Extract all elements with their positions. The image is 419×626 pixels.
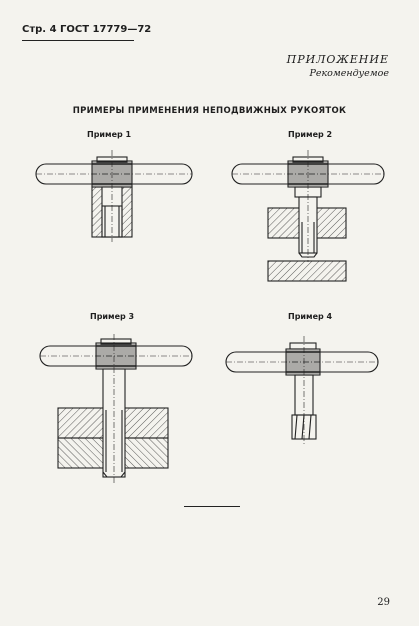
page-number: 29 <box>377 597 390 608</box>
end-rule <box>184 506 240 507</box>
example-3-label: Пример 3 <box>90 312 135 321</box>
appendix-title: ПРИЛОЖЕНИЕ <box>286 53 389 66</box>
example-1-label: Пример 1 <box>87 130 132 139</box>
example-4-label: Пример 4 <box>288 312 333 321</box>
page-title: ПРИМЕРЫ ПРИМЕНЕНИЯ НЕПОДВИЖНЫХ РУКОЯТОК <box>72 106 347 116</box>
page-header: Стр. 4 ГОСТ 17779—72 <box>22 24 152 35</box>
example-2-label: Пример 2 <box>288 130 333 139</box>
appendix-subtitle: Рекомендуемое <box>309 68 389 79</box>
